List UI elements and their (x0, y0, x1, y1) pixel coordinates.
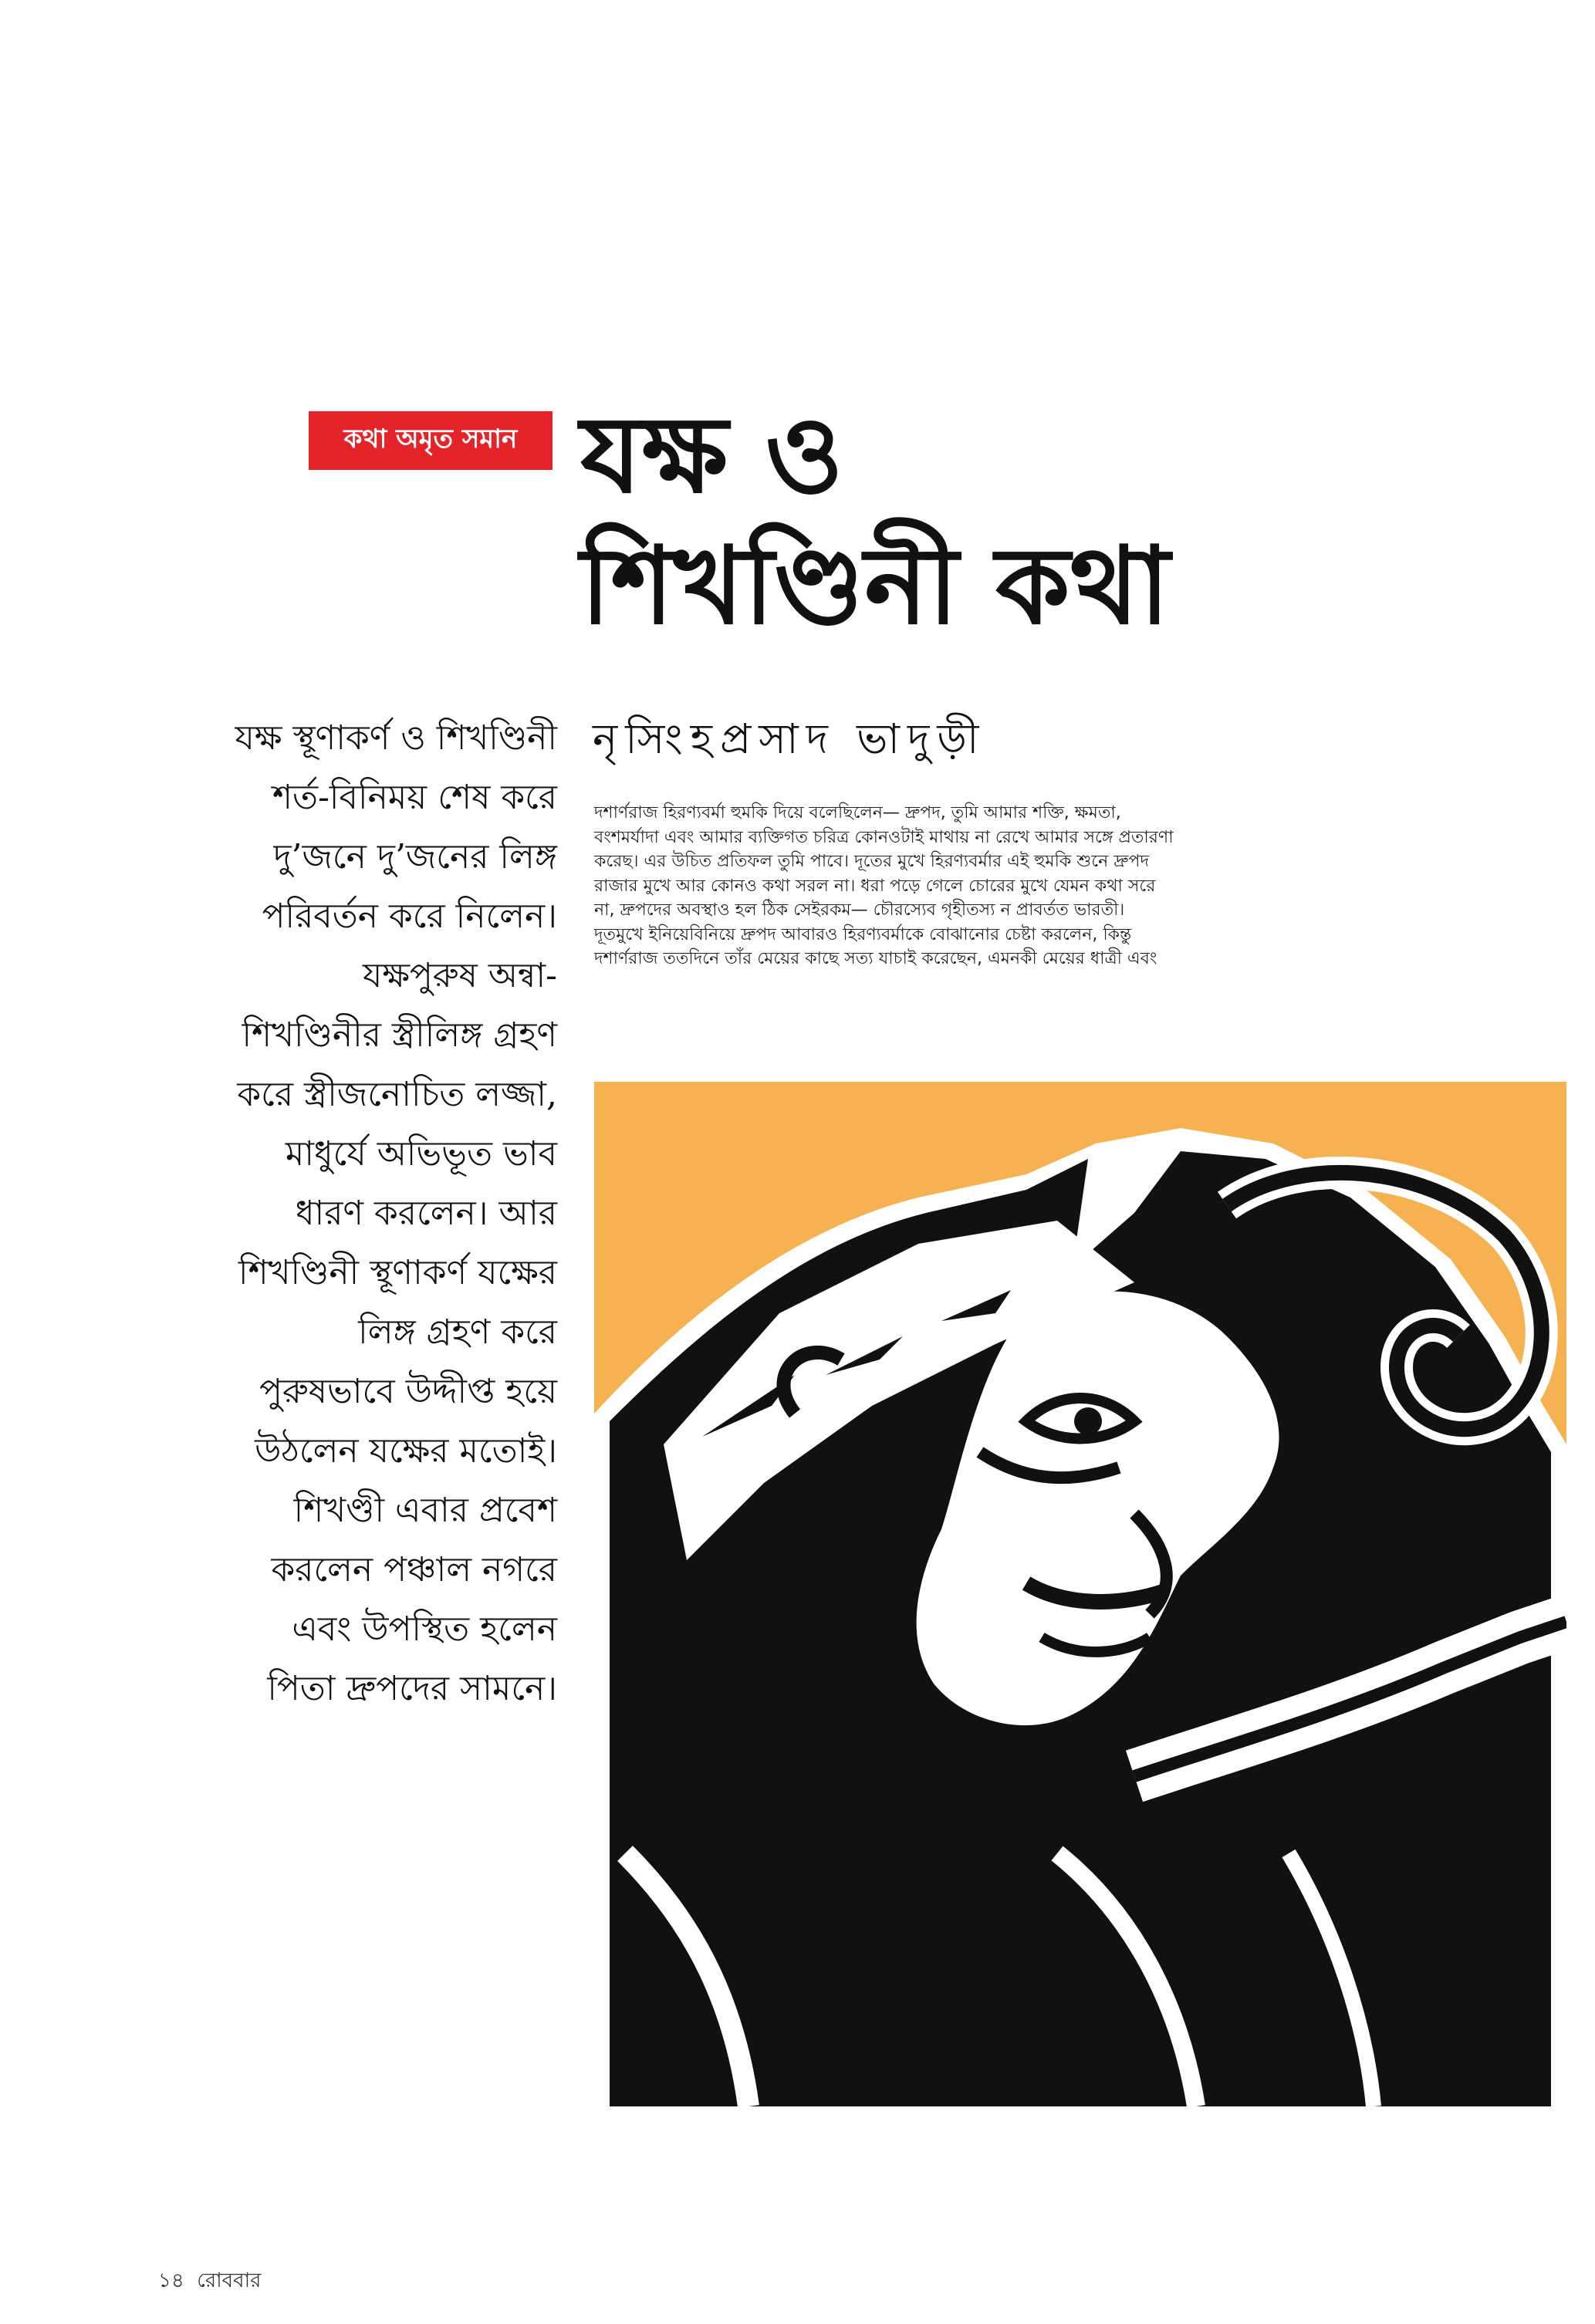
pull-quote (139, 708, 557, 1718)
body-line: না, দ্রুপদের অবস্থাও হল ঠিক সেইরকম— চৌরস্যেব গৃহীতস্য ন প্রাবর্তত ভারতী। (594, 900, 1125, 920)
pull-quote-line: পিতা দ্রুপদের সামনে। (267, 1669, 557, 1708)
pull-quote-line: শর্ত-বিনিময় শেষ করে (272, 778, 557, 817)
pull-quote-line: যক্ষ স্থূণাকর্ণ ও শিখণ্ডিনী (235, 718, 557, 758)
crowned-figure-illustration (594, 1082, 1566, 2106)
section-tag: কথা অমৃত সমান (309, 411, 553, 470)
body-line: দূতমুখে ইনিয়েবিনিয়ে দ্রুপদ আবারও হিরণ্যবর্মাকে বোঝানোর চেষ্টা করলেন, কিন্তু (594, 924, 1132, 944)
body-line: করেছ। এর উচিত প্রতিফল তুমি পাবে। দূতের মুখে হিরণ্যবর্মার এই হুমকি শুনে দ্রুপদ (594, 852, 1150, 871)
article-title-line-1: যক্ষ ও (580, 393, 843, 517)
pull-quote-line: শিখণ্ডিনী স্থূণাকর্ণ যক্ষের (238, 1253, 557, 1292)
pull-quote-line: করলেন পঞ্চাল নগরে (271, 1550, 557, 1589)
pull-quote-line: ধারণ করলেন। আর (295, 1194, 557, 1233)
pull-quote-line: মাধুর্যে অভিভূত ভাব (285, 1134, 557, 1174)
author-byline: নৃসিংহপ্রসাদ ভাদুড়ী (593, 714, 987, 763)
pull-quote-line: করে স্ত্রীজনোচিত লজ্জা, (237, 1075, 557, 1114)
pull-quote-line: শিখণ্ডী এবার প্রবেশ (293, 1491, 557, 1530)
body-line: দশার্ণরাজ হিরণ্যবর্মা হুমকি দিয়ে বলেছিলেন— দ্রুপদ, তুমি আমার শক্তি, ক্ষমতা, (594, 803, 1121, 823)
pull-quote-line: উঠলেন যক্ষের মতোই। (255, 1431, 557, 1471)
pull-quote-line: লিঙ্গ গ্রহণ করে (358, 1312, 557, 1352)
page-number: ১৪ (158, 2269, 184, 2292)
pull-quote-line: পরিবর্তন করে নিলেন। (262, 897, 557, 936)
pull-quote-line: দু’জনে দু’জনের লিঙ্গ (273, 837, 557, 877)
article-title-line-2: শিখণ্ডিনী কথা (580, 524, 1171, 648)
body-line: বংশমর্যাদা এবং আমার ব্যক্তিগত চরিত্র কোনওটাই মাথায় না রেখে আমার সঙ্গে প্রতারণা (594, 827, 1174, 847)
pull-quote-line: এবং উপস্থিত হলেন (292, 1610, 557, 1649)
article-body (594, 801, 1566, 971)
body-line: দশার্ণরাজ ততদিনে তাঁর মেয়ের কাছে সত্য যাচাই করেছেন, এমনকী মেয়ের ধাত্রী এবং (594, 949, 1157, 968)
page-folio (158, 2265, 261, 2299)
pull-quote-line: পুরুষভাবে উদ্দীপ্ত হয়ে (259, 1372, 557, 1411)
body-line: রাজার মুখে আর কোনও কথা সরল না। ধরা পড়ে গেলে চোরের মুখে যেমন কথা সরে (594, 876, 1156, 896)
woodcut-figure-drawing (594, 1082, 1566, 2106)
publication-name: রোববার (197, 2269, 262, 2292)
pull-quote-line: যক্ষপুরুষ অন্বা- (363, 956, 557, 995)
pull-quote-line: শিখণ্ডিনীর স্ত্রীলিঙ্গ গ্রহণ (242, 1015, 557, 1055)
article-title (580, 390, 1468, 652)
